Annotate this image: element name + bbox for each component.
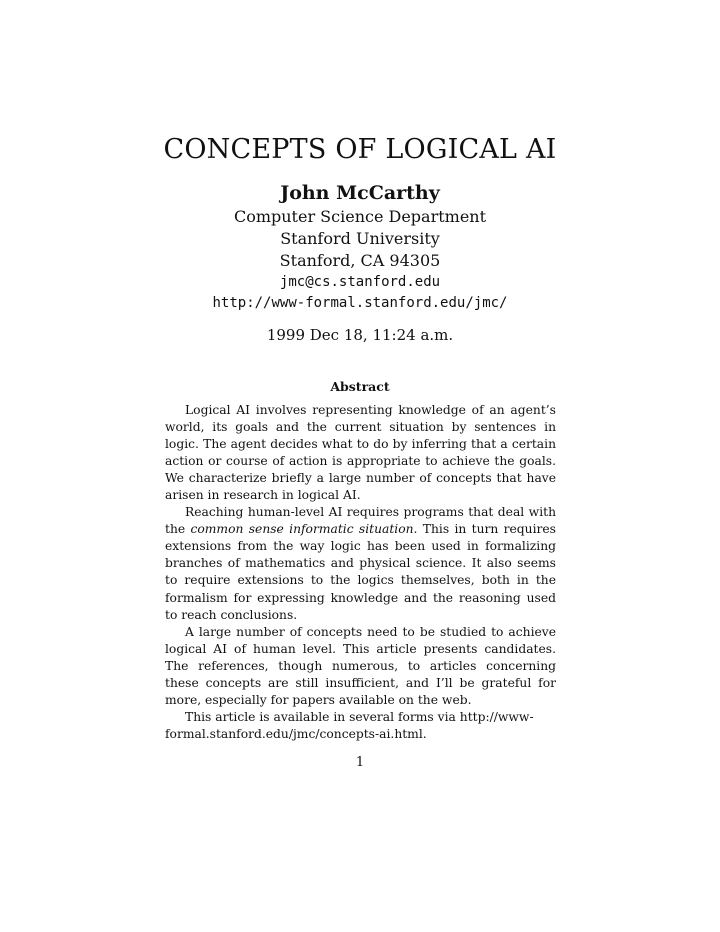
- affiliation-department: Computer Science Department: [233, 207, 487, 226]
- abstract-paragraph-2-text-end: . This in turn requires extensions from the way logic has been used in formalizing branches of mathematics and physical science. It also seems to require extensions to the logics themselves, both in the formalism for expressing knowledge and the reasoning used to reach conclusions.: [165, 522, 556, 622]
- author-email: jmc@cs.stanford.edu: [279, 274, 441, 290]
- paper-title: CONCEPTS OF LOGICAL AI: [163, 134, 557, 165]
- page-number: 1: [355, 755, 365, 770]
- abstract-paragraph-2: [165, 504, 556, 623]
- abstract-paragraph-3: A large number of concepts need to be studied to achieve logical AI of human level. This article presents candidates. The references, though numerous, to articles concerning these concepts are still insufficient, and I’ll be grateful for more, especially for papers available on the web.: [165, 624, 556, 707]
- abstract-paragraph-2-text-start: Reaching human-level AI requires programs that deal with the: [165, 505, 556, 537]
- author-name: John McCarthy: [280, 182, 440, 204]
- paper-date: 1999 Dec 18, 11:24 a.m.: [266, 326, 454, 344]
- affiliation-university: Stanford University: [280, 229, 440, 248]
- abstract-paragraph-4: This article is available in several forms via http://www-formal.stanford.edu/jmc/concepts-ai.html.: [165, 709, 534, 741]
- abstract-heading: Abstract: [330, 379, 390, 394]
- author-url: http://www-formal.stanford.edu/jmc/: [212, 295, 508, 311]
- abstract-body: [165, 402, 556, 743]
- abstract-paragraph-2-emphasis: common sense informatic situation: [190, 522, 414, 537]
- abstract-paragraph-1: Logical AI involves representing knowledge of an agent’s world, its goals and the current situation by sentences in logic. The agent decides what to do by inferring that a certain action or course of action is appropriate to achieve the goals. We characterize briefly a large number of concepts that have arisen in research in logical AI.: [165, 403, 556, 503]
- affiliation-address: Stanford, CA 94305: [279, 251, 441, 270]
